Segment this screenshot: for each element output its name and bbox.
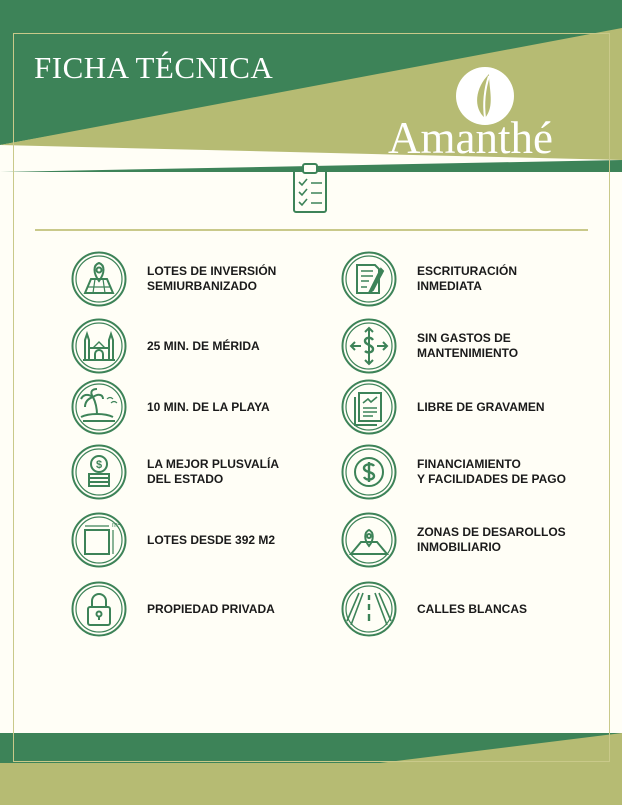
map-pin-icon xyxy=(71,251,127,307)
feature-label: LOTES DESDE 392 M2 xyxy=(147,532,276,547)
development-zone-icon xyxy=(341,512,397,568)
lot-size-icon xyxy=(71,512,127,568)
svg-text:$: $ xyxy=(95,459,103,471)
report-document-icon xyxy=(341,379,397,435)
feature-label: CALLES BLANCAS xyxy=(417,601,527,616)
brand-logo-text: Amanthé xyxy=(388,113,553,163)
palm-island-icon xyxy=(71,379,127,435)
deed-document-icon xyxy=(341,251,397,307)
clipboard-checklist-icon xyxy=(292,162,328,214)
feature-label: FINANCIAMIENTO Y FACILIDADES DE PAGO xyxy=(417,457,566,486)
feature-label: LOTES DE INVERSIÓN SEMIURBANIZADO xyxy=(147,264,277,293)
section-divider xyxy=(35,229,588,231)
cathedral-icon xyxy=(71,318,127,374)
feature-label: LIBRE DE GRAVAMEN xyxy=(417,399,545,414)
svg-text:m²: m² xyxy=(112,522,121,529)
feature-label: PROPIEDAD PRIVADA xyxy=(147,601,275,616)
feature-label: 10 MIN. DE LA PLAYA xyxy=(147,399,270,414)
coin-stack-icon xyxy=(71,444,127,500)
dollar-arrows-icon xyxy=(341,318,397,374)
feature-label: ESCRITURACIÓN INMEDIATA xyxy=(417,264,518,293)
road-icon xyxy=(341,581,397,637)
feature-label: ZONAS DE DESAROLLOS INMOBILIARIO xyxy=(417,525,566,554)
feature-label: SIN GASTOS DE MANTENIMIENTO xyxy=(417,331,519,360)
feature-label: 25 MIN. DE MÉRIDA xyxy=(147,338,260,353)
padlock-icon xyxy=(71,581,127,637)
page-title: FICHA TÉCNICA xyxy=(34,50,274,85)
feature-label: LA MEJOR PLUSVALÍA DEL ESTADO xyxy=(147,457,280,486)
dollar-coin-icon xyxy=(341,444,397,500)
